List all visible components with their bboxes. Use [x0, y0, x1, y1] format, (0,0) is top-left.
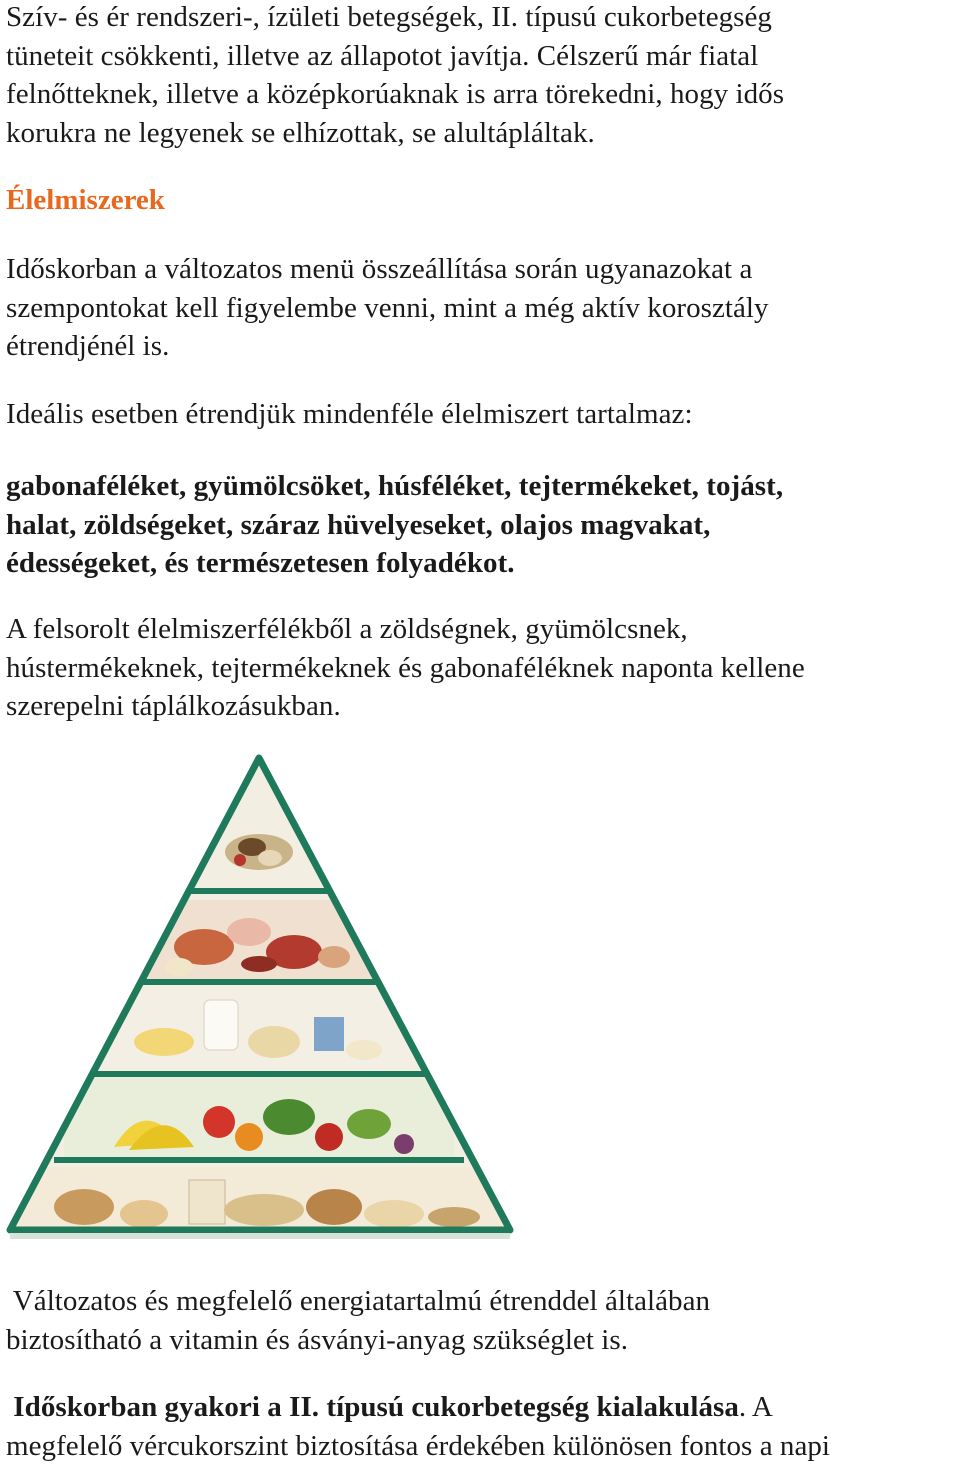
pyramid-level-dairy	[104, 992, 414, 1067]
section-heading: Élelmiszerek	[6, 184, 165, 216]
para1-line-2: szempontokat kell figyelembe venni, mint a még aktív korosztály	[6, 291, 769, 324]
food-pyramid-svg	[4, 752, 514, 1252]
intro-line-3: felnőtteknek, illetve a középkorúaknak is arra törekedni, hogy idős	[6, 78, 785, 110]
paragraph-5	[6, 1388, 830, 1465]
para1-line-3: étrendjénél is.	[6, 330, 170, 362]
para3-line-3: szerepelni táplálkozásukban.	[6, 690, 341, 722]
food-list-bold	[6, 467, 783, 583]
pyramid-level-grains	[14, 1167, 509, 1232]
pyramid-level-sweets	[225, 834, 293, 870]
intro-line-1: Szív- és ér rendszeri-, ízületi betegségek, II. típusú cukorbetegség	[6, 1, 772, 33]
paragraph-3	[6, 610, 805, 726]
foods-line-3: édességeket, és természetesen folyadékot.	[6, 547, 515, 579]
pyramid-level-fruits-vegetables	[64, 1077, 454, 1157]
paragraph-4	[6, 1282, 710, 1359]
para5-bold-text: Időskorban gyakori a II. típusú cukorbetegség kialakulása	[6, 1391, 739, 1423]
paragraph-1	[6, 250, 769, 366]
intro-line-2: tüneteit csökkenti, illetve az állapotot javítja. Célszerű már fiatal	[6, 39, 759, 72]
para2-line-1: Ideális esetben étrendjük mindenféle élelmiszert tartalmaz:	[6, 398, 693, 430]
para3-line-2: hústermékeknek, tejtermékeknek és gabonaféléknek naponta kellene	[6, 651, 805, 684]
para5-line-2: megfelelő vércukorszint biztosítása érdekében különösen fontos a napi	[6, 1429, 831, 1462]
foods-line-1: gabonaféléket, gyümölcsöket, húsféléket, tejtermékeket, tojást,	[6, 470, 784, 502]
pyramid-base-shadow	[10, 1233, 510, 1239]
para5-rest-text: . A	[738, 1391, 773, 1423]
para1-line-1: Időskorban a változatos menü összeállítása során ugyanazokat a	[6, 253, 753, 285]
intro-line-4: korukra ne legyenek se elhízottak, se alultápláltak.	[6, 116, 595, 149]
para3-line-1: A felsorolt élelmiszerfélékből a zöldségnek, gyümölcsnek,	[6, 613, 688, 645]
intro-paragraph	[6, 0, 784, 152]
para5-line-1	[6, 1388, 830, 1427]
food-pyramid-image	[4, 752, 514, 1252]
para4-line-1: Változatos és megfelelő energiatartalmú étrenddel általában	[6, 1285, 711, 1317]
foods-line-2: halat, zöldségeket, száraz hüvelyeseket, olajos magvakat,	[6, 508, 711, 541]
para4-line-2: biztosítható a vitamin és ásványi-anyag szükséglet is.	[6, 1323, 629, 1356]
paragraph-2	[6, 395, 693, 434]
